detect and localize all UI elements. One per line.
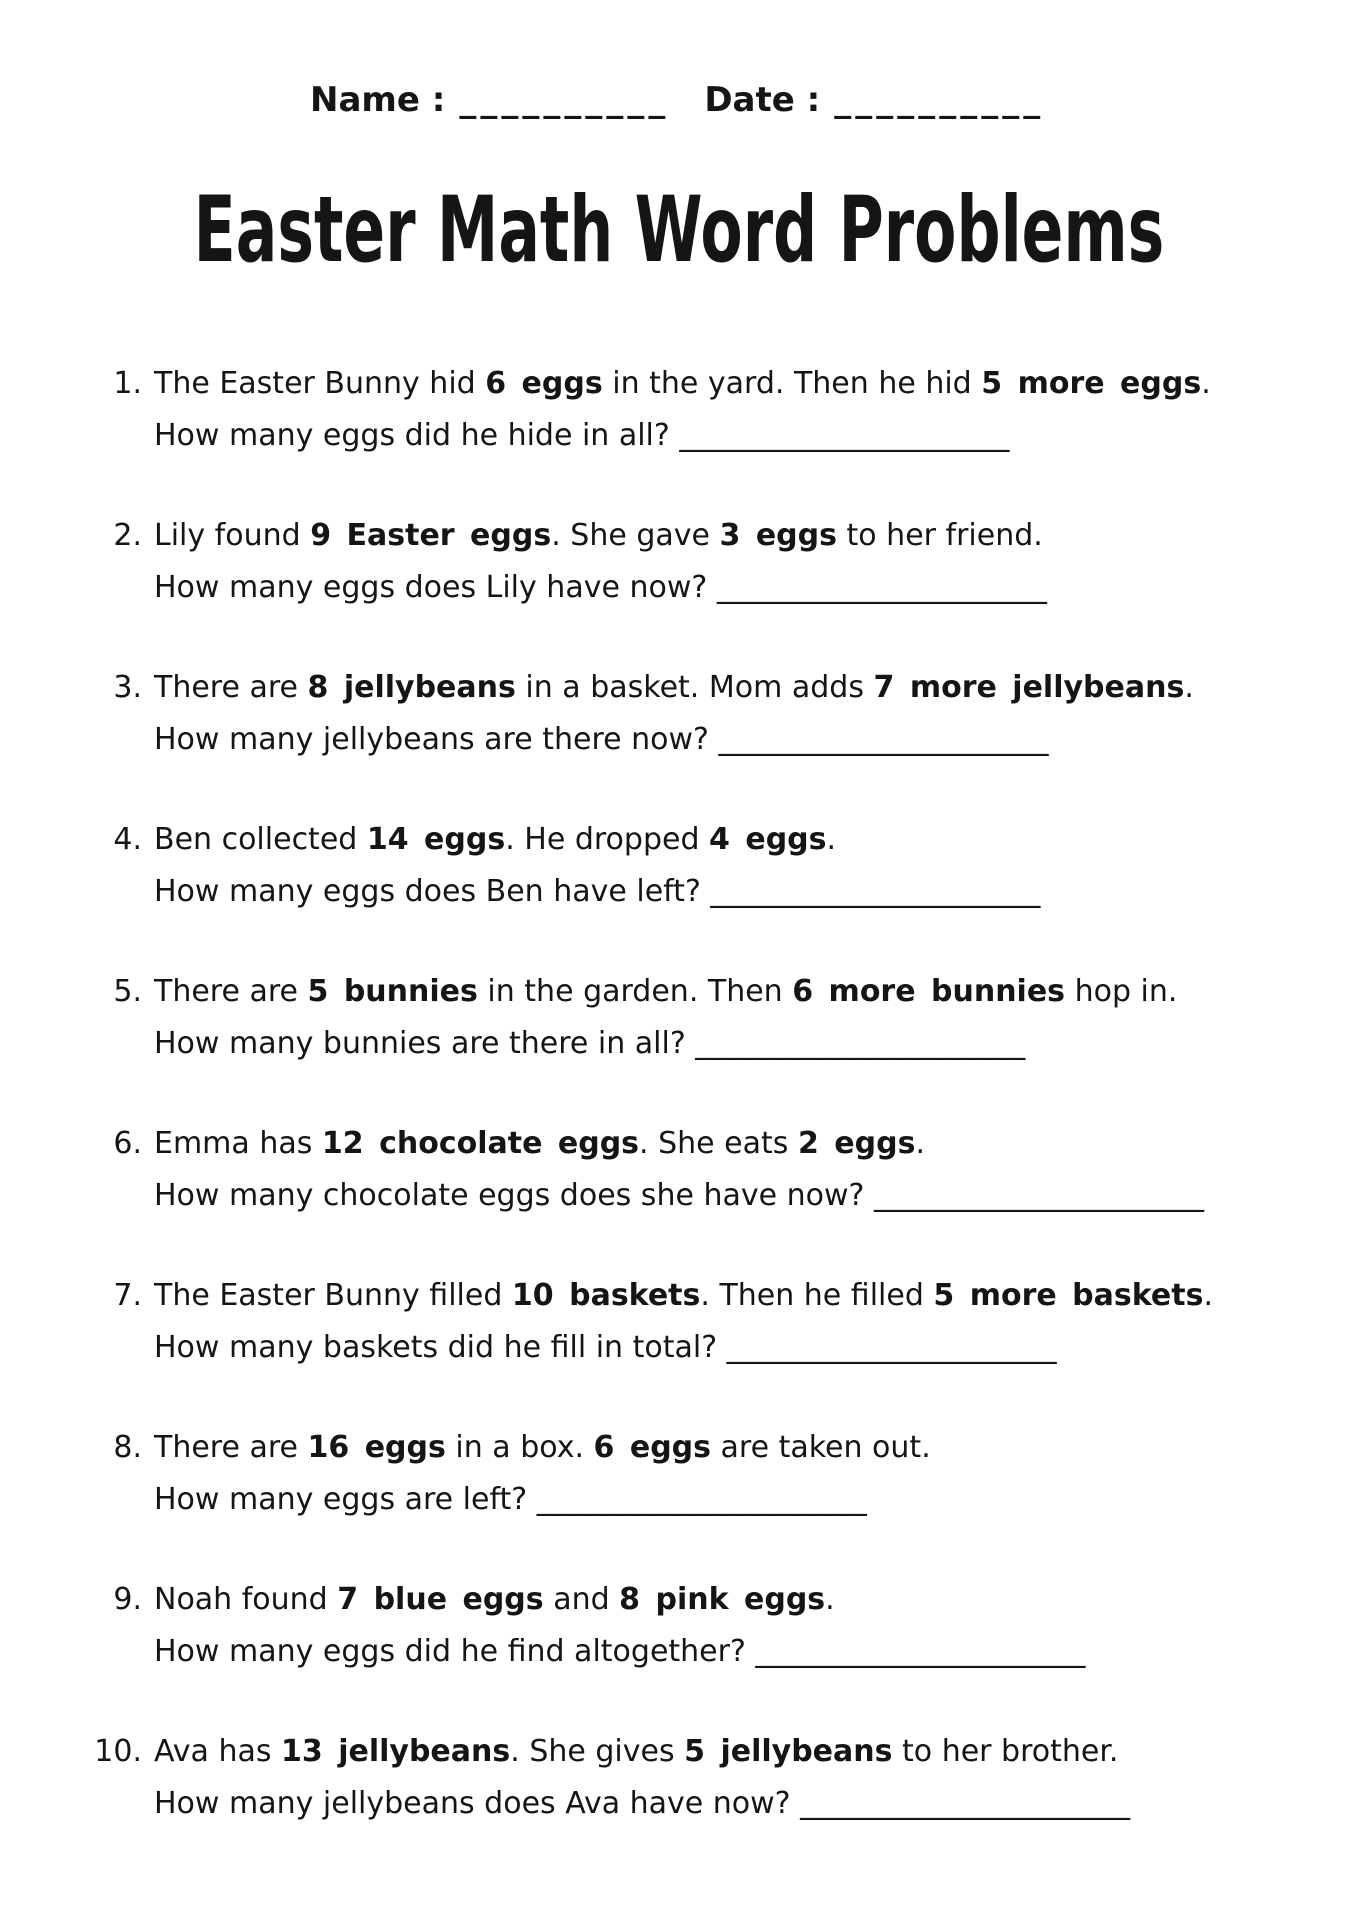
problem-statement — [113, 1574, 1268, 1626]
answer-blank-line: ______________________ — [873, 1178, 1204, 1213]
question-text: How many eggs did he find altogether? — [154, 1634, 756, 1669]
statement-text: There are — [154, 1430, 308, 1465]
answer-blank-line: ______________________ — [710, 874, 1041, 909]
statement-bold-text: 4 eggs — [709, 822, 827, 857]
problem-number: 4. — [113, 822, 142, 857]
question-text: How many eggs did he hide in all? — [154, 418, 680, 453]
statement-bold-text: 5 bunnies — [307, 974, 478, 1009]
statement-text: There are — [154, 670, 308, 705]
statement-bold-text: 14 eggs — [366, 822, 506, 857]
problem-question — [154, 714, 1268, 766]
problem-item — [113, 1574, 1268, 1678]
problem-number: 6. — [113, 1126, 142, 1161]
statement-text: Ava has — [154, 1734, 282, 1769]
name-field — [310, 78, 669, 122]
statement-text: . Then he filled — [700, 1278, 934, 1313]
answer-blank-line: ______________________ — [716, 570, 1047, 605]
statement-bold-text: 12 chocolate eggs — [321, 1126, 640, 1161]
page-title: Easter Math Word Problems — [193, 176, 1165, 284]
statement-bold-text: 5 more eggs — [981, 366, 1202, 401]
statement-text: . — [825, 1582, 835, 1617]
problem-statement — [113, 814, 1268, 866]
problem-number: 1. — [113, 366, 142, 401]
answer-blank-line: ______________________ — [755, 1634, 1086, 1669]
problem-number: 5. — [113, 974, 142, 1009]
statement-text: Emma has — [154, 1126, 322, 1161]
problems-list — [94, 358, 1268, 1830]
problem-question — [154, 1474, 1268, 1526]
statement-bold-text: 7 more jellybeans — [873, 670, 1185, 705]
statement-text: hop in. — [1065, 974, 1178, 1009]
question-text: How many eggs does Ben have left? — [154, 874, 711, 909]
problem-item — [113, 1270, 1268, 1374]
statement-text: . — [1203, 1278, 1213, 1313]
problem-question — [154, 1778, 1268, 1830]
statement-text: in the yard. Then he hid — [602, 366, 982, 401]
statement-text: . — [826, 822, 837, 857]
question-text: How many jellybeans are there now? — [154, 722, 719, 757]
statement-text: Ben collected — [154, 822, 367, 857]
question-text: How many chocolate eggs does she have now? — [154, 1178, 874, 1213]
date-label: Date : — [704, 80, 821, 120]
statement-bold-text: 10 baskets — [511, 1278, 701, 1313]
problem-statement — [94, 1726, 1268, 1778]
answer-blank-line: ______________________ — [726, 1330, 1057, 1365]
statement-text: The Easter Bunny hid — [154, 366, 486, 401]
problem-item — [113, 814, 1268, 918]
statement-bold-text: 6 eggs — [485, 366, 603, 401]
problem-number: 9. — [113, 1582, 142, 1617]
statement-bold-text: 2 eggs — [797, 1126, 916, 1161]
statement-bold-text: 8 jellybeans — [307, 670, 516, 705]
statement-text: . She eats — [639, 1126, 798, 1161]
problem-number: 3. — [113, 670, 142, 705]
problem-question — [154, 562, 1268, 614]
problem-statement — [113, 510, 1268, 562]
date-field — [704, 78, 1044, 122]
statement-text: Noah found — [154, 1582, 338, 1617]
question-text: How many jellybeans does Ava have now? — [154, 1786, 801, 1821]
date-blank-line: __________ — [834, 80, 1045, 120]
answer-blank-line: ______________________ — [679, 418, 1010, 453]
statement-text: . She gave — [551, 518, 720, 553]
problem-statement — [113, 1422, 1268, 1474]
statement-text: . — [1184, 670, 1194, 705]
problem-number: 10. — [94, 1734, 142, 1769]
problem-item — [113, 358, 1268, 462]
statement-text: to her friend. — [836, 518, 1043, 553]
question-text: How many eggs are left? — [154, 1482, 537, 1517]
name-label: Name : — [310, 80, 446, 120]
statement-bold-text: 3 eggs — [719, 518, 837, 553]
statement-text: and — [543, 1582, 620, 1617]
problem-number: 7. — [113, 1278, 142, 1313]
problem-question — [154, 1170, 1268, 1222]
problem-question — [154, 1322, 1268, 1374]
statement-text: . He dropped — [505, 822, 710, 857]
statement-bold-text: 6 eggs — [593, 1430, 712, 1465]
statement-text: . — [915, 1126, 925, 1161]
statement-bold-text: 13 jellybeans — [281, 1734, 511, 1769]
problem-question — [154, 866, 1268, 918]
statement-bold-text: 16 eggs — [307, 1430, 446, 1465]
statement-bold-text: 7 blue eggs — [337, 1582, 544, 1617]
statement-text: . She gives — [510, 1734, 685, 1769]
question-text: How many baskets did he fill in total? — [154, 1330, 727, 1365]
statement-text: There are — [154, 974, 308, 1009]
answer-blank-line: ______________________ — [695, 1026, 1026, 1061]
problem-statement — [113, 662, 1268, 714]
problem-statement — [113, 966, 1268, 1018]
problem-question — [154, 1018, 1268, 1070]
statement-bold-text: 5 more baskets — [933, 1278, 1204, 1313]
problem-item — [113, 662, 1268, 766]
statement-bold-text: 6 more bunnies — [792, 974, 1066, 1009]
name-blank-line: __________ — [459, 80, 670, 120]
problem-statement — [113, 1118, 1268, 1170]
problem-statement — [113, 358, 1268, 410]
statement-text: in a basket. Mom adds — [515, 670, 874, 705]
problem-item — [113, 1422, 1268, 1526]
problem-statement — [113, 1270, 1268, 1322]
statement-text: Lily found — [154, 518, 311, 553]
problem-question — [154, 410, 1268, 462]
statement-bold-text: 5 jellybeans — [684, 1734, 893, 1769]
statement-text: The Easter Bunny filled — [154, 1278, 512, 1313]
statement-text: in the garden. Then — [477, 974, 793, 1009]
problem-number: 8. — [113, 1430, 142, 1465]
problem-item — [113, 510, 1268, 614]
statement-text: in a box. — [445, 1430, 594, 1465]
problem-item — [94, 1726, 1268, 1830]
statement-text: are taken out. — [711, 1430, 931, 1465]
question-text: How many eggs does Lily have now? — [154, 570, 717, 605]
statement-text: to her brother. — [892, 1734, 1119, 1769]
statement-bold-text: 8 pink eggs — [619, 1582, 826, 1617]
problem-question — [154, 1626, 1268, 1678]
statement-text: . — [1201, 366, 1211, 401]
problem-item — [113, 1118, 1268, 1222]
problem-item — [113, 966, 1268, 1070]
statement-bold-text: 9 Easter eggs — [310, 518, 552, 553]
problem-number: 2. — [113, 518, 142, 553]
answer-blank-line: ______________________ — [800, 1786, 1131, 1821]
answer-blank-line: ______________________ — [536, 1482, 867, 1517]
question-text: How many bunnies are there in all? — [154, 1026, 696, 1061]
name-date-header — [0, 0, 1358, 122]
answer-blank-line: ______________________ — [718, 722, 1049, 757]
